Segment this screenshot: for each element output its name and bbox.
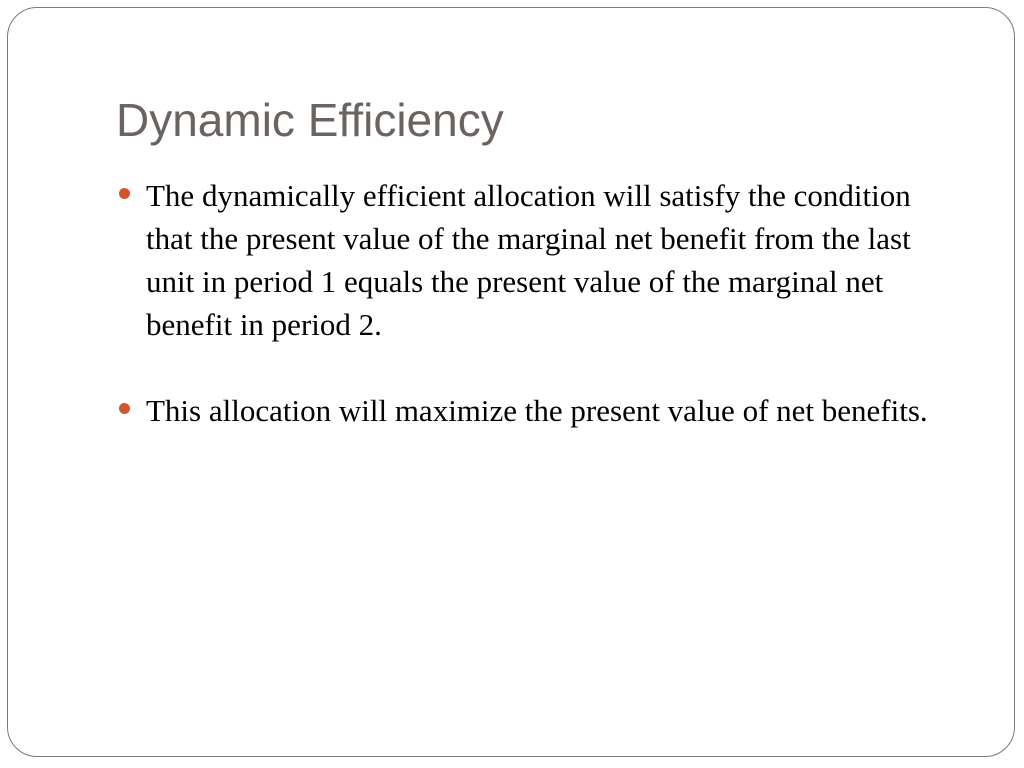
slide-title: Dynamic Efficiency <box>116 94 504 146</box>
bullet-list <box>116 174 956 432</box>
bullet-item <box>116 174 956 346</box>
bullet-item <box>116 389 956 432</box>
bullet-text: This allocation will maximize the present value of net benefits. <box>146 393 928 428</box>
bullet-dot-icon <box>119 403 130 414</box>
bullet-text: The dynamically efficient allocation will satisfy the condition that the present value of the marginal net benefit from the last unit in period 1 equals the present value of the marginal net benefit in period 2. <box>146 178 911 342</box>
bullet-dot-icon <box>119 188 130 199</box>
slide-frame <box>7 7 1015 757</box>
